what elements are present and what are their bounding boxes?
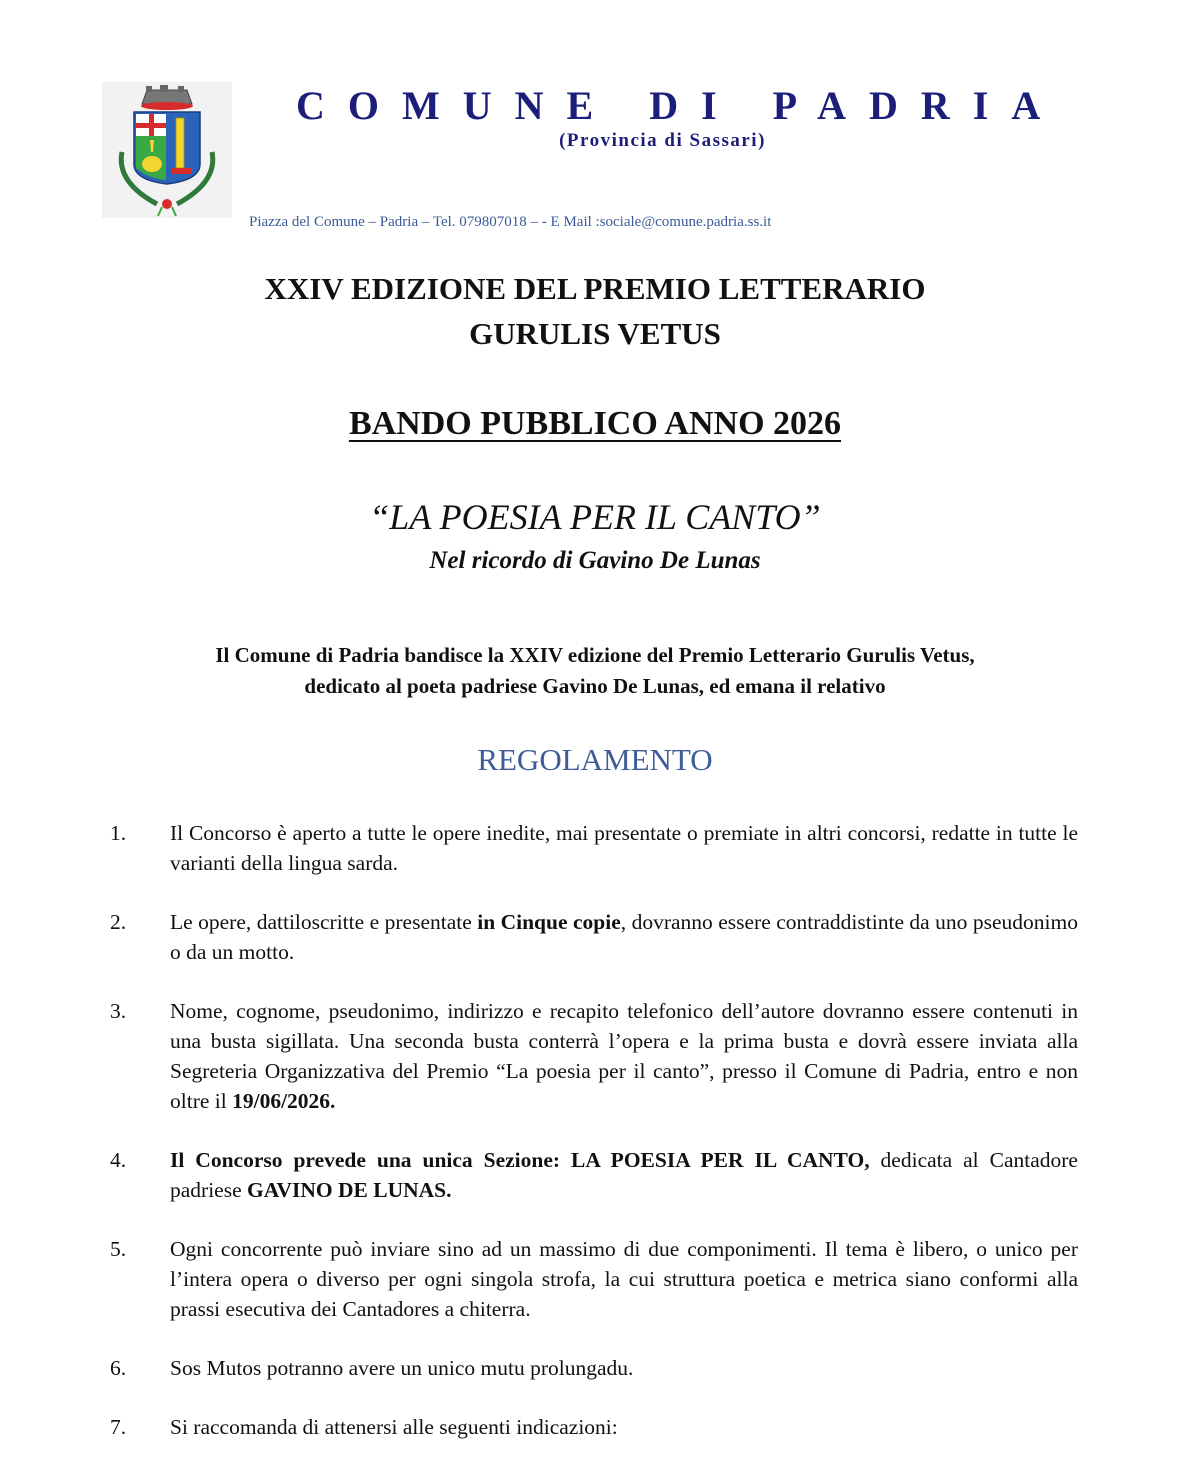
intro-paragraph	[0, 640, 1190, 702]
rule-number: 4.	[110, 1148, 127, 1172]
rule-text-segment: Nome, cognome, pseudonimo, indirizzo e recapito telefonico dell’autore dovranno essere contenuti in una busta sigillata. Una seconda busta conterrà l’opera e la prima busta e dovrà essere inviata alla Segreteria Organizzativa del Premio “La poesia per il canto”, presso il Comune di Padria, entro e non oltre il	[170, 999, 1078, 1113]
rule-text	[170, 818, 1078, 878]
rule-text-segment: Si raccomanda di attenersi alle seguenti indicazioni:	[170, 1415, 618, 1439]
rule-text	[170, 1234, 1078, 1324]
rule-text-segment: Le opere, dattiloscritte e presentate	[170, 910, 478, 934]
province-subtitle: (Provincia di Sassari)	[559, 130, 766, 151]
edition-heading-line2: GURULIS VETUS	[469, 316, 721, 351]
municipality-title: COMUNE DI PADRIA	[296, 83, 1064, 128]
rule-text	[170, 1353, 1078, 1383]
rule-item	[110, 1234, 1078, 1324]
edition-heading-line1: XXIV EDIZIONE DEL PREMIO LETTERARIO	[264, 271, 926, 306]
rule-item	[110, 1145, 1078, 1205]
rule-number: 7.	[110, 1415, 127, 1439]
intro-line1: Il Comune di Padria bandisce la XXIV edizione del Premio Letterario Gurulis Vetus,	[215, 643, 975, 667]
rule-item	[110, 996, 1078, 1116]
contact-info: Piazza del Comune – Padria – Tel. 079807018 – - E Mail :sociale@comune.padria.ss.it	[249, 214, 772, 230]
rule-number: 6.	[110, 1356, 127, 1380]
theme-heading: “LA POESIA PER IL CANTO”	[369, 497, 821, 537]
rule-text-segment: Sos Mutos potranno avere un unico mutu prolungadu.	[170, 1356, 634, 1380]
intro-line2: dedicato al poeta padriese Gavino De Lunas, ed emana il relativo	[304, 674, 886, 698]
rule-text-segment: , dovranno essere contraddistinte da uno pseudonimo o da un motto.	[170, 910, 1078, 964]
rule-item	[110, 1353, 1078, 1383]
rule-number: 5.	[110, 1237, 127, 1261]
rule-text-bold: 19/06/2026.	[232, 1089, 336, 1113]
rule-item	[110, 907, 1078, 967]
bando-heading	[0, 405, 1190, 443]
rule-text-segment: Ogni concorrente può inviare sino ad un massimo di due componimenti. Il tema è libero, o unico per l’intera opera o diverso per ogni singola strofa, la cui struttura poetica e metrica siano conformi alla prassi esecutiva dei Cantadores a chiterra.	[170, 1237, 1078, 1321]
regolamento-heading: REGOLAMENTO	[477, 742, 713, 777]
rule-text	[170, 907, 1078, 967]
rule-item	[110, 1412, 1078, 1442]
rules-list	[110, 818, 1078, 1471]
rule-text	[170, 1145, 1078, 1205]
dedication-subtitle: Nel ricordo di Gavino De Lunas	[429, 547, 761, 574]
rule-number: 3.	[110, 999, 127, 1023]
rule-text-segment: dedicata al Cantadore padriese	[170, 1148, 1078, 1202]
rule-text-bold: GAVINO DE LUNAS.	[247, 1178, 452, 1202]
rule-number: 2.	[110, 910, 127, 934]
rule-text	[170, 996, 1078, 1116]
rule-text-bold: Il Concorso prevede una unica Sezione: LA POESIA PER IL CANTO,	[170, 1148, 870, 1172]
rule-text-segment: Il Concorso è aperto a tutte le opere inedite, mai presentate o premiate in altri concorsi, redatte in tutte le varianti della lingua sarda.	[170, 821, 1078, 875]
bando-heading-text: BANDO PUBBLICO ANNO 2026	[348, 405, 842, 442]
rule-text-bold: in Cinque copie	[477, 910, 621, 934]
edition-heading	[0, 266, 1190, 356]
rule-number: 1.	[110, 821, 127, 845]
rule-text	[170, 1412, 1078, 1442]
rule-item	[110, 818, 1078, 878]
